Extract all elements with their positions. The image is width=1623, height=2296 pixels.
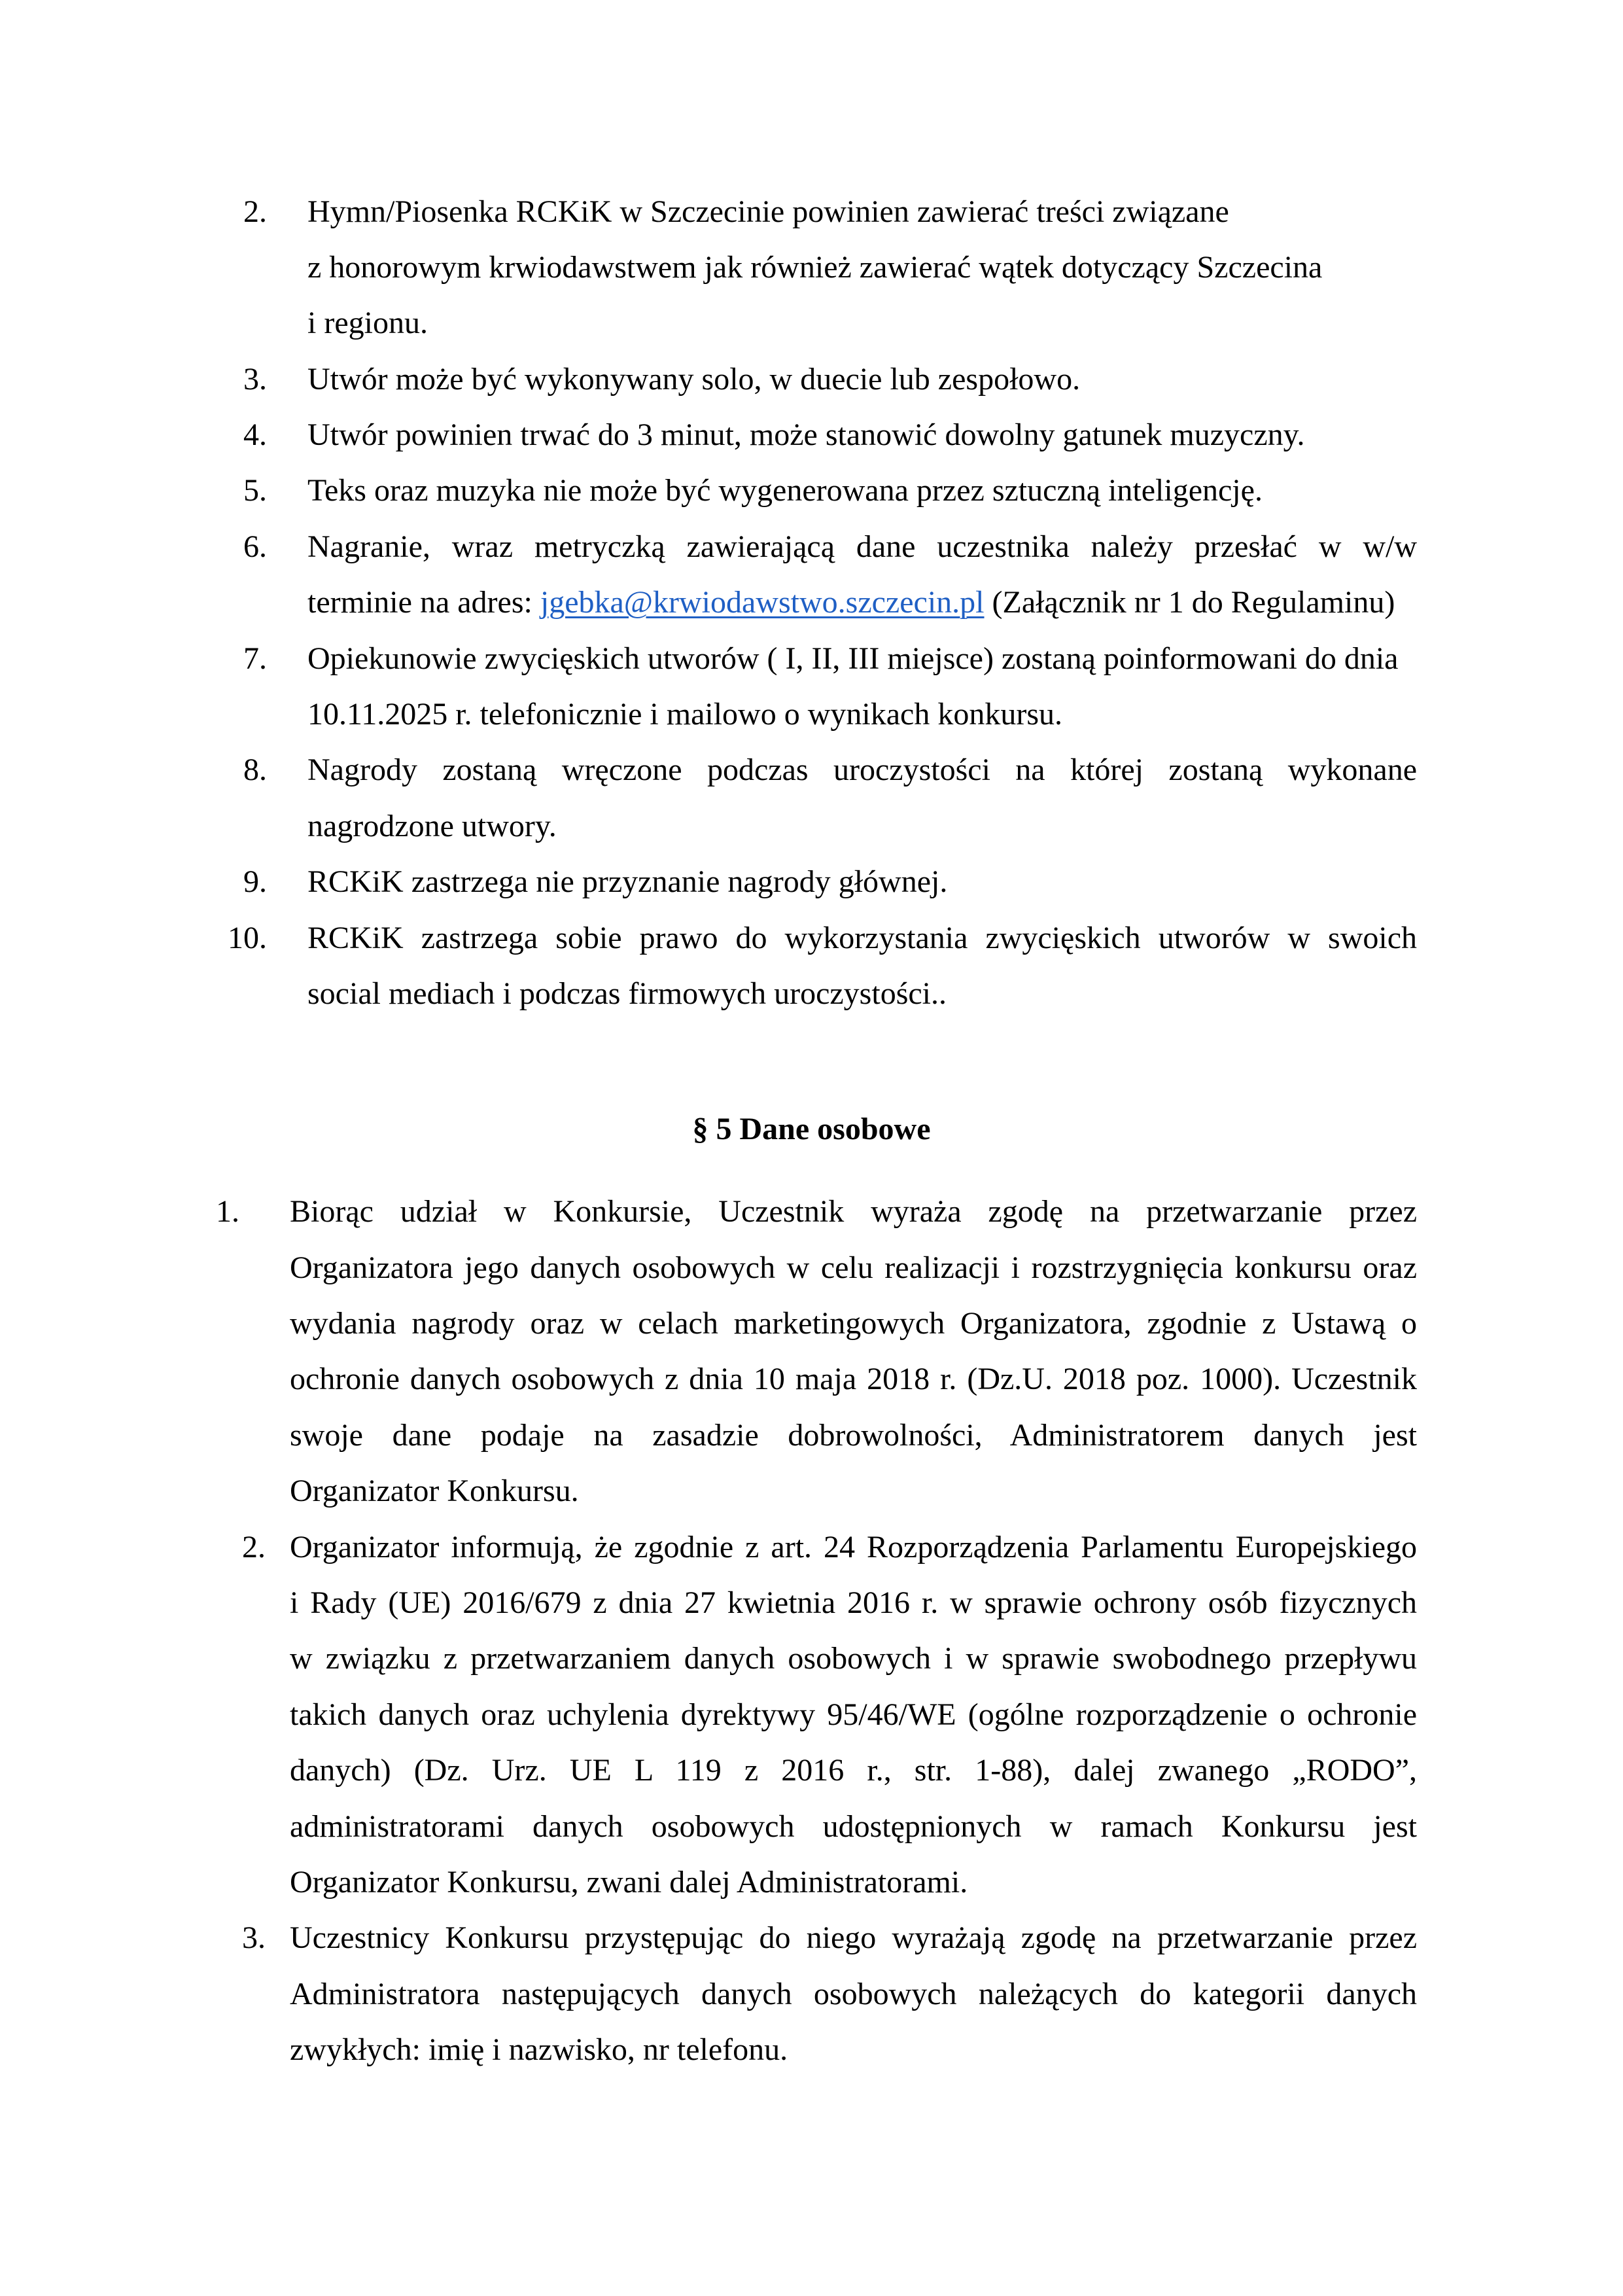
list-item-text: Organizator Konkursu.: [290, 1474, 579, 1508]
list-item-text: Organizator Konkursu, zwani dalej Administratorami.: [290, 1865, 968, 1899]
list-item-text: Biorąc udział w Konkursie, Uczestnik wyraża zgodę na przetwarzanie przez: [290, 1194, 1417, 1229]
list-item-text: Nagranie, wraz metryczką zawierającą dane uczestnika należy przesłać w w/w: [307, 529, 1417, 564]
list-item-text-with-link: [307, 587, 1395, 618]
list-item-text: nagrodzone utwory.: [307, 809, 557, 843]
list-item-text: Teks oraz muzyka nie może być wygenerowana przez sztuczną inteligencję.: [307, 473, 1263, 508]
list-item-text: RCKiK zastrzega sobie prawo do wykorzystania zwycięskich utworów w swoich: [307, 921, 1417, 955]
list-item-text: Organizatora jego danych osobowych w celu realizacji i rozstrzygnięcia konkursu oraz: [290, 1250, 1417, 1285]
list-item-text: ochronie danych osobowych z dnia 10 maja 2018 r. (Dz.U. 2018 poz. 1000). Uczestnik: [290, 1362, 1417, 1396]
list-item-text: Opiekunowie zwycięskich utworów ( I, II, III miejsce) zostaną poinformowani do dnia: [307, 641, 1399, 676]
list-item-number: 9.: [243, 864, 267, 899]
list-item-text: z honorowym krwiodawstwem jak również zawierać wątek dotyczący Szczecina: [307, 250, 1323, 285]
email-link[interactable]: jgebka@krwiodawstwo.szczecin.pl: [540, 585, 985, 620]
list-item-text: 10.11.2025 r. telefonicznie i mailowo o wynikach konkursu.: [307, 697, 1062, 732]
list-item-number: 3.: [242, 1920, 266, 1955]
email-prefix: terminie na adres:: [307, 585, 540, 620]
list-item-text: i regionu.: [307, 306, 428, 340]
list-item-text: Nagrody zostaną wręczone podczas uroczystości na której zostaną wykonane: [307, 752, 1417, 787]
list-item-text: zwykłych: imię i nazwisko, nr telefonu.: [290, 2032, 788, 2067]
list-item-number: 2.: [243, 194, 267, 229]
list-item-number: 5.: [243, 473, 267, 508]
list-item-number: 6.: [243, 529, 267, 564]
section-heading: § 5 Dane osobowe: [692, 1112, 931, 1146]
list-item-text: wydania nagrody oraz w celach marketingowych Organizatora, zgodnie z Ustawą o: [290, 1306, 1417, 1341]
list-item-text: w związku z przetwarzaniem danych osobowych i w sprawie swobodnego przepływu: [290, 1641, 1417, 1676]
list-item-number: 4.: [243, 417, 267, 452]
list-item-text: administratorami danych osobowych udostępnionych w ramach Konkursu jest: [290, 1809, 1417, 1844]
list-item-number: 10.: [228, 921, 267, 955]
list-item-number: 2.: [242, 1530, 266, 1564]
list-item-text: takich danych oraz uchylenia dyrektywy 95/46/WE (ogólne rozporządzenie o ochronie: [290, 1697, 1417, 1732]
list-item-text: swoje dane podaje na zasadzie dobrowolności, Administratorem danych jest: [290, 1418, 1417, 1453]
list-item-text: danych) (Dz. Urz. UE L 119 z 2016 r., str. 1-88), dalej zwanego „RODO”,: [290, 1753, 1417, 1788]
attachment-note: (Załącznik nr 1 do Regulaminu): [984, 585, 1395, 620]
list-item-text: social mediach i podczas firmowych uroczystości..: [307, 976, 947, 1011]
list-item-text: Utwór powinien trwać do 3 minut, może stanowić dowolny gatunek muzyczny.: [307, 417, 1305, 452]
list-item-number: 1.: [216, 1194, 239, 1229]
list-item-number: 8.: [243, 752, 267, 787]
list-item-text: Administratora następujących danych osobowych należących do kategorii danych: [290, 1977, 1417, 2011]
list-item-text: RCKiK zastrzega nie przyznanie nagrody głównej.: [307, 864, 948, 899]
list-item-text: Utwór może być wykonywany solo, w duecie lub zespołowo.: [307, 362, 1081, 397]
list-item-text: Organizator informują, że zgodnie z art. 24 Rozporządzenia Parlamentu Europejskiego: [290, 1530, 1417, 1564]
list-item-text: Hymn/Piosenka RCKiK w Szczecinie powinien zawierać treści związane: [307, 194, 1229, 229]
list-item-number: 3.: [243, 362, 267, 397]
list-item-number: 7.: [243, 641, 267, 676]
list-item-text: Uczestnicy Konkursu przystępując do niego wyrażają zgodę na przetwarzanie przez: [290, 1920, 1417, 1955]
list-item-text: i Rady (UE) 2016/679 z dnia 27 kwietnia 2016 r. w sprawie ochrony osób fizycznych: [290, 1585, 1417, 1620]
